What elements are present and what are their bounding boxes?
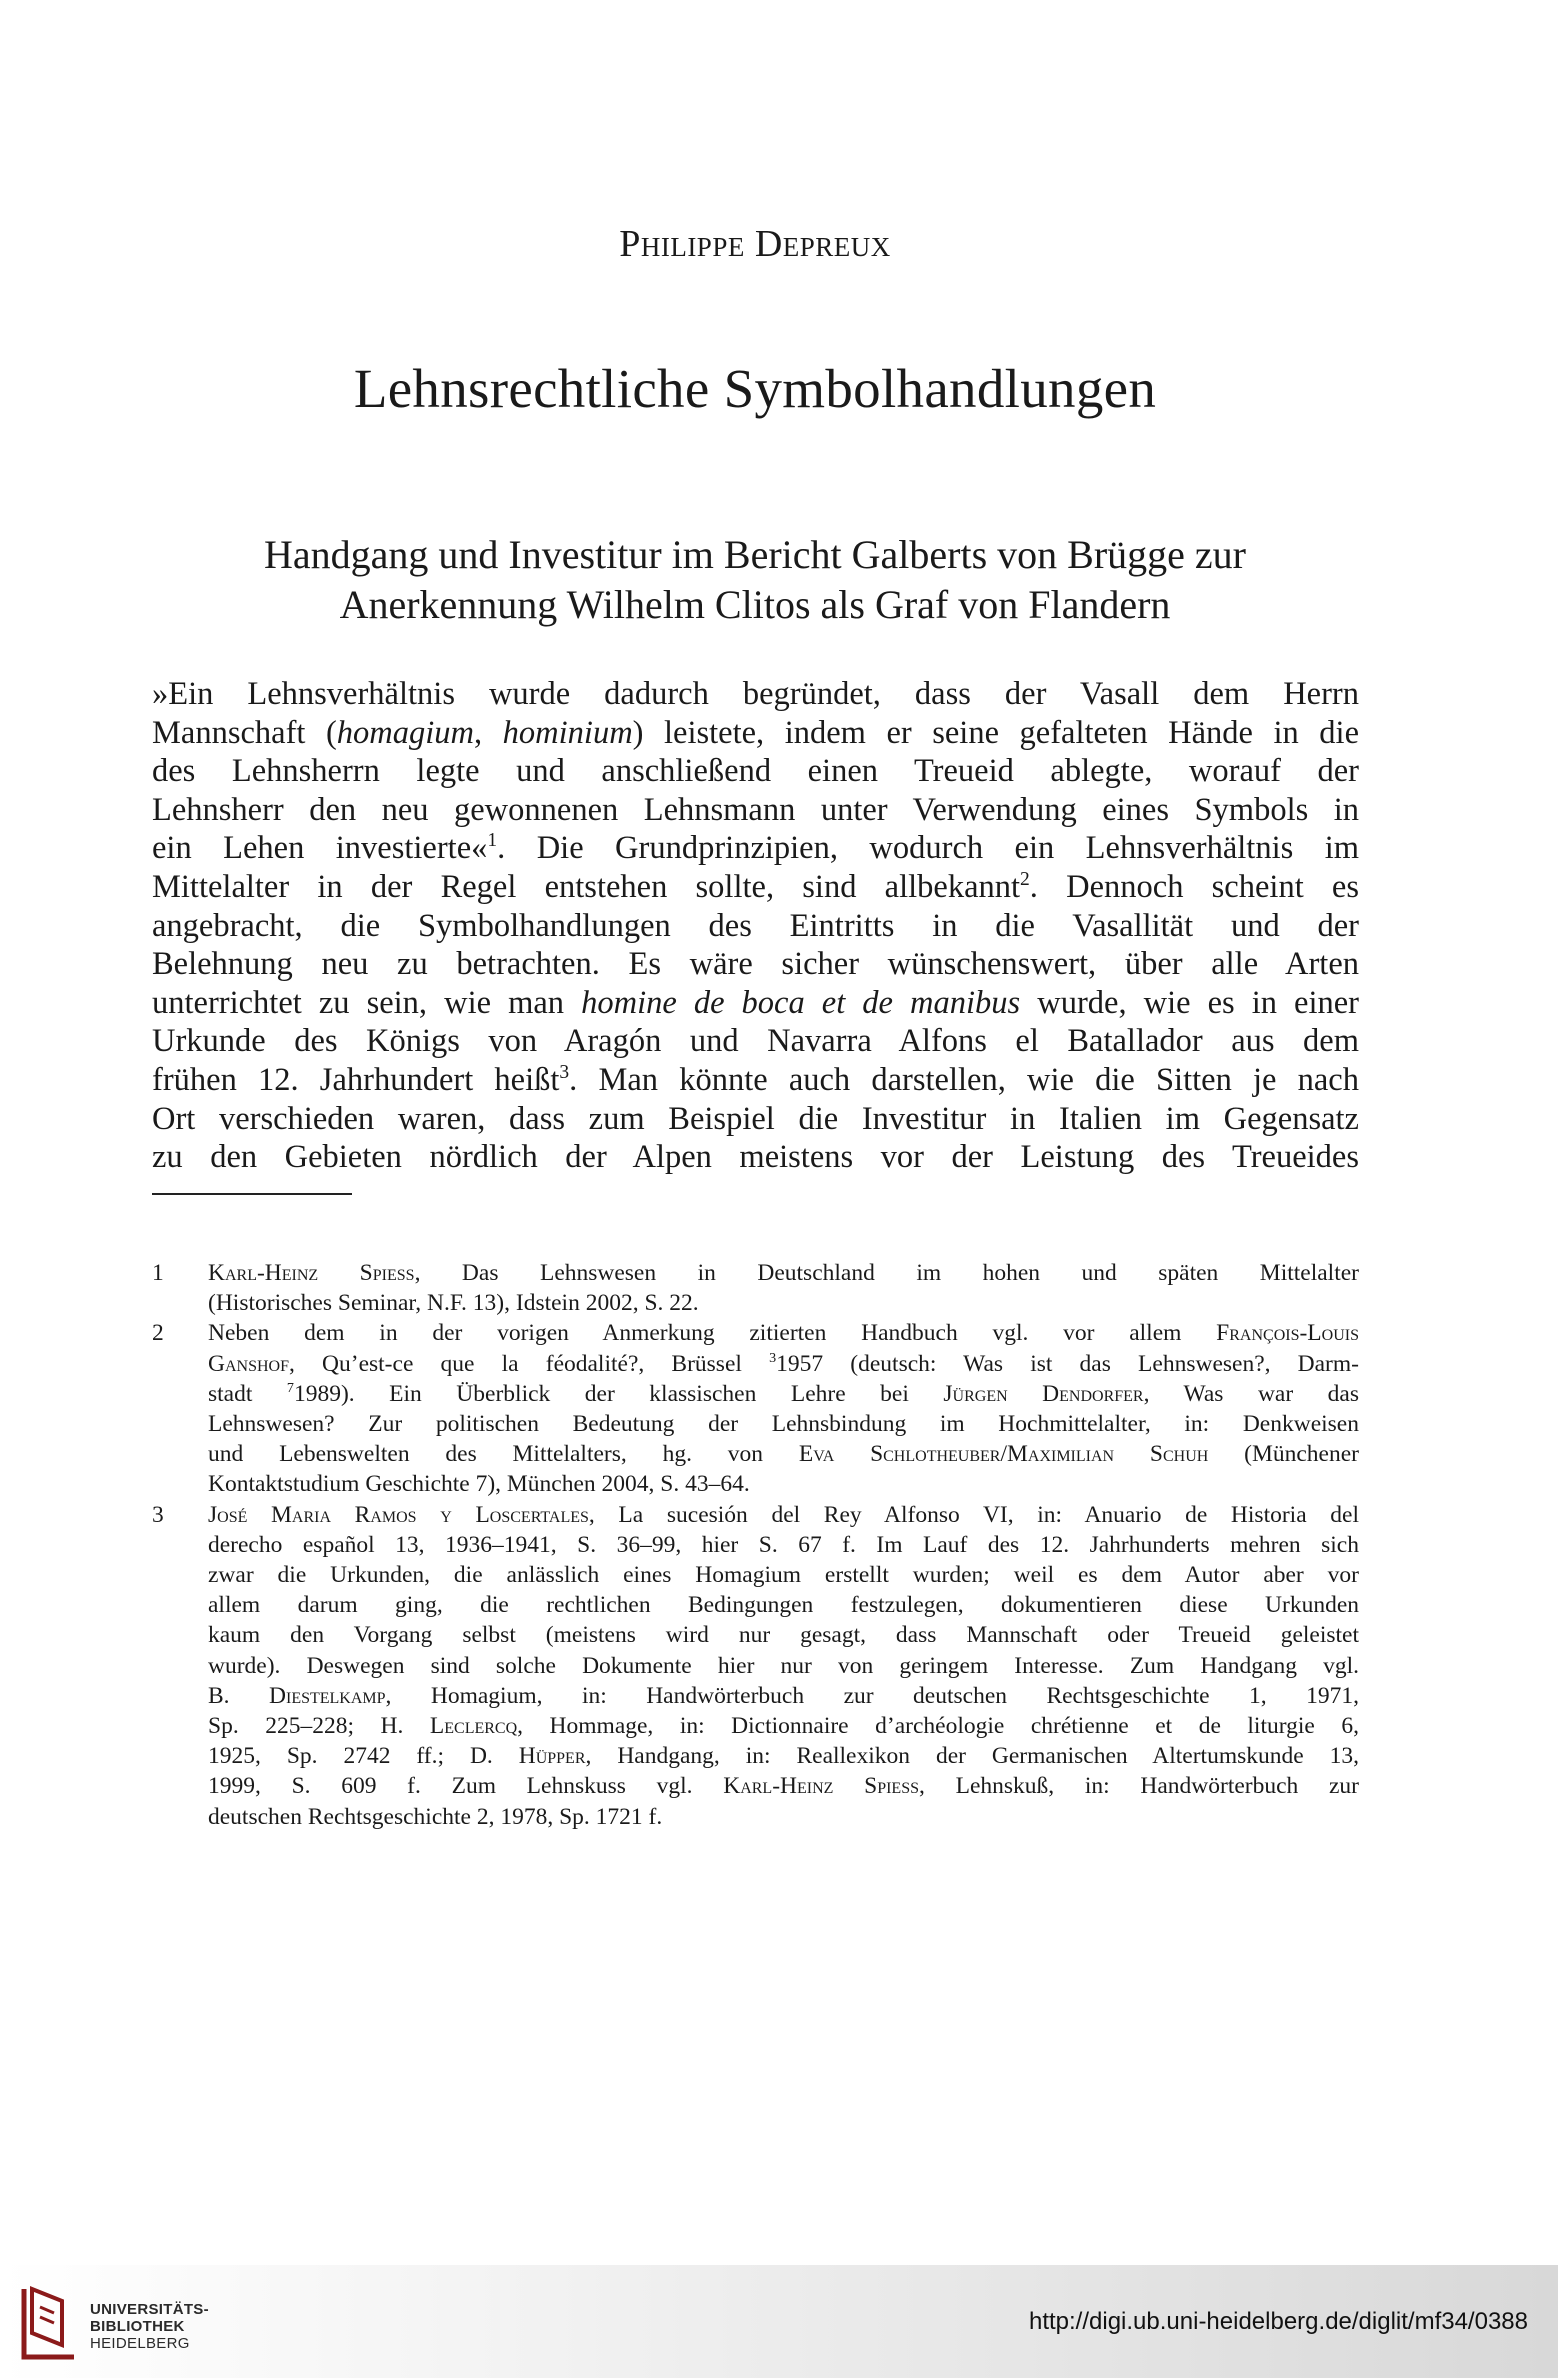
footnote-line: Sp. 225–228; H. Leclercq, Hommage, in: Dictionnaire d’archéologie chrétienne et de liturgie 6, (208, 1713, 1359, 1740)
body-paragraph (152, 675, 1359, 1177)
body-line: Mittelalter in der Regel entstehen sollte, sind allbekannt$^2$. Dennoch scheint es (152, 868, 1360, 905)
footnote-ref: 2 (1020, 869, 1030, 891)
body-line: unterrichtet zu sein, wie man homine de boca et de manibus wurde, wie es in einer (152, 984, 1360, 1021)
footnote-line: Kontaktstudium Geschichte 7), München 2004, S. 43–64. (208, 1471, 750, 1498)
footnote-line: kaum den Vorgang selbst (meistens wird nur gesagt, dass Mannschaft oder Treueid geleistet (208, 1622, 1359, 1649)
footnote-line: und Lebenswelten des Mittelalters, hg. von Eva Schlotheuber/Maximilian Schuh (Münchener (208, 1441, 1359, 1468)
footnote-line: 1925, Sp. 2742 ff.; D. Hüpper, Handgang, in: Reallexikon der Germanischen Altertumskunde 13, (208, 1743, 1359, 1770)
body-line: ein Lehen investierte«$^1$. Die Grundprinzipien, wodurch ein Lehnsverhältnis im (152, 830, 1360, 867)
body-line: Mannschaft (homagium, hominium) leistete, indem er seine gefalteten Hände in die (152, 714, 1360, 751)
footnote-rule (152, 1193, 352, 1195)
body-line: angebracht, die Symbolhandlungen des Eintritts in die Vasallität und der (152, 907, 1359, 944)
page-title: Lehnsrechtliche Symbolhandlungen (353, 358, 1157, 419)
footnote-line: derecho español 13, 1936–1941, S. 36–99, hier S. 67 f. Im Lauf des 12. Jahrhunderts mehren sich (208, 1531, 1359, 1558)
body-line: zu den Gebieten nördlich der Alpen meistens vor der Leistung des Treueides (152, 1139, 1359, 1176)
footnote-line: (Historisches Seminar, N.F. 13), Idstein 2002, S. 22. (208, 1290, 699, 1317)
footnote-line: zwar die Urkunden, die anlässlich eines Homagium erstellt wurden; weil es dem Autor aber vor (208, 1562, 1359, 1589)
footnote-ref: 1 (487, 830, 498, 852)
body-line: Belehnung neu zu betrachten. Es wäre sicher wünschenswert, über alle Arten (152, 946, 1359, 983)
library-logo-text: UNIVERSITÄTS- BIBLIOTHEK HEIDELBERG (90, 2301, 209, 2352)
footnote-2 (152, 1318, 1359, 1499)
footnote-number: 1 (152, 1260, 164, 1286)
footnote-line: Lehnswesen? Zur politischen Bedeutung der Lehnsbindung im Hochmittelalter, in: Denkweisen (208, 1411, 1359, 1438)
body-line: »Ein Lehnsverhältnis wurde dadurch begründet, dass der Vasall dem Herrn (152, 676, 1359, 712)
footnote-1 (152, 1258, 1359, 1318)
footnote-line: wurde). Deswegen sind solche Dokumente hier nur von geringem Interesse. Zum Handgang vgl. (208, 1652, 1359, 1679)
footnote-line: stadt $^7$1989). Ein Überblick der klassischen Lehre bei Jürgen Dendorfer, Was war das (208, 1379, 1360, 1407)
subtitle-line: Handgang und Investitur im Bericht Galberts von Brügge zur (264, 532, 1246, 577)
body-line: Lehnsherr den neu gewonnenen Lehnsmann unter Verwendung eines Symbols in (152, 791, 1359, 828)
body-line: frühen 12. Jahrhundert heißt$^3$. Man könnte auch darstellen, wie die Sitten je nach (152, 1061, 1359, 1098)
library-logo-icon (14, 2283, 84, 2361)
footnote-ref: 3 (559, 1062, 570, 1084)
body-line: Ort verschieden waren, dass zum Beispiel die Investitur in Italien im Gegensatz (152, 1100, 1359, 1137)
footnote-3 (152, 1500, 1359, 1832)
subtitle-line: Anerkennung Wilhelm Clitos als Graf von Flandern (339, 582, 1171, 627)
footnotes (152, 1258, 1359, 1832)
footnote-line: Karl-Heinz Spiess, Das Lehnswesen in Deutschland im hohen und späten Mittelalter (208, 1260, 1359, 1286)
footnote-number: 3 (152, 1501, 164, 1528)
footnote-line: B. Diestelkamp, Homagium, in: Handwörterbuch zur deutschen Rechtsgeschichte 1, 1971, (208, 1682, 1359, 1709)
footnote-line: José Maria Ramos y Loscertales, La sucesión del Rey Alfonso VI, in: Anuario de Historia del (208, 1501, 1359, 1528)
body-line: Urkunde des Königs von Aragón und Navarra Alfons el Batallador aus dem (152, 1023, 1359, 1060)
footer-bar (0, 2265, 1558, 2378)
subtitle (100, 530, 1410, 630)
footnote-line: Neben dem in der vorigen Anmerkung zitierten Handbuch vgl. vor allem François-Louis (208, 1320, 1359, 1347)
footnote-number: 2 (152, 1320, 164, 1347)
source-url-link[interactable]: http://digi.ub.uni-heidelberg.de/diglit/mf34/0388 (1028, 2308, 1528, 2335)
footnote-line: Ganshof, Qu’est-ce que la féodalité?, Brüssel $^3$1957 (deutsch: Was ist das Lehnswesen?, Darm- (208, 1349, 1359, 1377)
footnote-line: deutschen Rechtsgeschichte 2, 1978, Sp. 1721 f. (208, 1803, 663, 1830)
footnote-line: allem darum ging, die rechtlichen Bedingungen festzulegen, dokumentieren diese Urkunden (208, 1592, 1359, 1619)
author-name: Philippe Depreux (619, 223, 891, 265)
body-line: des Lehnsherrn legte und anschließend einen Treueid ablegte, worauf der (152, 753, 1359, 790)
footnote-line: 1999, S. 609 f. Zum Lehnskuss vgl. Karl-Heinz Spiess, Lehnskuß, in: Handwörterbuch zur (208, 1773, 1359, 1800)
